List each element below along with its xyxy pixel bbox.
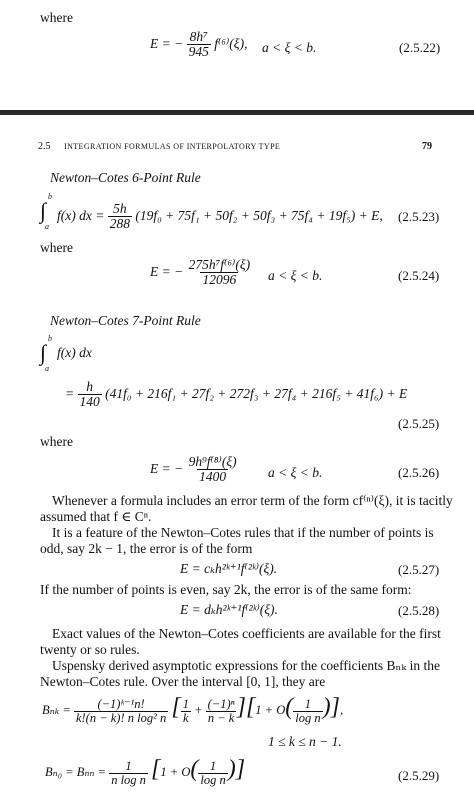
bnk-fraction-2 [181,698,191,725]
bnk-f2-den: k [183,710,189,725]
nc7-integral [40,334,52,373]
nc7-num: h [86,379,93,394]
eq22-fraction [187,30,211,59]
eq24-number: (2.5.24) [398,268,440,283]
page-divider [0,110,474,115]
eq28-number: (2.5.28) [398,603,440,618]
lower-limit-a-2: a [45,364,49,373]
bn0-f6-num: 1 [209,758,217,773]
eq22-den: 945 [188,44,209,60]
running-header-title: INTEGRATION FORMULAS OF INTERPOLATORY TYPE [64,142,281,151]
bnk-fraction-1 [74,698,168,725]
nc6-rhs: (19f₀ + 75f₁ + 50f₂ + 50f₃ + 75f₄ + 19f₅) + E, [135,207,383,223]
where-label-top: where [40,10,73,25]
eq27-number: (2.5.27) [398,562,440,577]
upper-limit-b-2: b [48,334,52,343]
equation-2-5-28: E = dₖh²ᵏ⁺¹f⁽²ᵏ⁾(ξ). [180,602,278,617]
equation-2-5-22 [150,30,247,59]
eq26-condition: a < ξ < b. [268,465,323,480]
eq24-num: 275h⁷f⁽⁶⁾(ξ) [188,257,251,272]
k-range: 1 ≤ k ≤ n − 1. [268,734,342,749]
bnk-equation [42,694,343,725]
bn0-one-plus-o: 1 + O [160,765,191,779]
nc7-equation [65,380,407,409]
eq23-number: (2.5.23) [398,209,440,224]
nc6-lhs: f(x) dx = [57,207,105,223]
nc7-lhs: f(x) dx [57,345,92,360]
left-bracket: [ [245,694,256,720]
bn0-fraction-1 [109,760,148,787]
nc7-heading: Newton–Cotes 7-Point Rule [50,313,201,328]
bn0-fraction-2 [198,760,227,787]
bn0-equation [45,756,245,787]
equation-2-5-24 [150,258,252,287]
bnk-fraction-3 [206,698,237,725]
where-label-nc6: where [40,240,73,255]
nc7-den: 140 [79,394,100,410]
bnk-plus: + [194,703,203,717]
paragraph-4-line-2: twenty or so rules. [40,642,140,657]
nc6-fraction [108,202,132,231]
right-abs-bracket: ] [236,694,246,720]
eq26-den: 1400 [199,469,227,485]
bn0-left-paren: ( [190,756,199,782]
paragraph-3: If the number of points is even, say 2k, the error is of the same form: [40,582,412,597]
paragraph-1-line-2: assumed that f ∈ Cⁿ. [40,509,152,524]
paragraph-2-line-2: odd, say 2k − 1, the error is of the form [40,541,253,556]
bnk-fraction-4 [293,698,322,725]
bnk-f2-num: 1 [182,696,189,711]
bn0-f5-num: 1 [125,758,132,773]
right-paren: ) [322,694,331,720]
bnk-tail: , [339,703,344,717]
lower-limit-a: a [45,222,49,231]
eq26-lhs: E = − [150,460,184,476]
nc6-equation [57,202,383,231]
left-paren: ( [285,694,294,720]
eq22-number: (2.5.22) [399,40,441,55]
paragraph-5-line-2: Newton–Cotes rule. Over the interval [0, 1], they are [40,674,326,689]
nc7-eq-prefix: = [65,385,75,401]
nc7-fraction [78,380,102,409]
right-bracket: ] [330,694,340,720]
eq22-condition: a < ξ < b. [262,40,317,55]
bnk-one-plus-o: 1 + O [255,703,286,717]
paragraph-4-line-1: Exact values of the Newton–Cotes coefficients are available for the first [52,626,441,641]
eq26-number: (2.5.26) [398,465,440,480]
eq24-lhs: E = − [150,263,184,279]
bn0-lhs: Bₙ₀ = Bₙₙ = [45,765,107,779]
bnk-f4-num: 1 [304,696,312,711]
bn0-f5-den: n log n [111,772,146,787]
eq24-den: 12096 [202,272,237,288]
page-number: 79 [422,141,432,152]
eq22-num: 8h⁷ [189,29,208,44]
nc7-rhs: (41f₀ + 216f₁ + 27f₂ + 272f₃ + 27f₄ + 216f₅ + 41f₆) + E [105,385,408,401]
nc6-num: 5h [113,201,127,216]
bn0-right-bracket: ] [235,756,246,782]
eq29-number: (2.5.29) [398,768,440,783]
upper-limit-b: b [48,192,52,201]
bn0-right-paren: ) [227,756,236,782]
integral-sign: ∫ [40,198,47,223]
bn0-f6-den: log n [200,772,226,787]
section-number: 2.5 [38,141,51,152]
bnk-f1-den: k!(n − k)! n log² n [75,710,167,725]
bnk-f3-num: (−1)ⁿ [207,696,235,711]
where-label-nc7: where [40,434,73,449]
paragraph-1-line-1: Whenever a formula includes an error term of the form cf⁽ⁿ⁾(ξ), it is tacitly [52,493,453,508]
bn0-left-bracket: [ [151,756,161,782]
nc6-den: 288 [109,216,130,232]
integral-sign-2: ∫ [40,340,47,365]
eq26-fraction [187,455,239,484]
eq22-lhs: E = − [150,35,184,51]
paragraph-5-line-1: Uspensky derived asymptotic expressions for the coefficients Bₙₖ in the [52,658,441,673]
bnk-f3-den: n − k [207,710,235,725]
eq24-fraction [187,258,253,287]
eq24-condition: a < ξ < b. [268,268,323,283]
nc6-integral [40,192,52,231]
nc6-heading: Newton–Cotes 6-Point Rule [50,170,201,185]
bnk-lhs: Bₙₖ = [42,703,71,717]
paragraph-2-line-1: It is a feature of the Newton–Cotes rules that if the number of points is [52,525,434,540]
equation-2-5-27: E = cₖh²ᵏ⁺¹f⁽²ᵏ⁾(ξ). [180,561,278,576]
left-abs-bracket: [ [171,694,181,720]
eq26-num: 9h⁹f⁽⁸⁾(ξ) [188,454,237,469]
bnk-f1-num: (−1)ᵏ⁻¹n! [97,696,145,711]
bnk-f4-den: log n [295,710,321,725]
eq25-number: (2.5.25) [398,416,440,431]
eq22-rhs: f⁽⁶⁾(ξ), [214,35,248,51]
equation-2-5-26 [150,455,239,484]
